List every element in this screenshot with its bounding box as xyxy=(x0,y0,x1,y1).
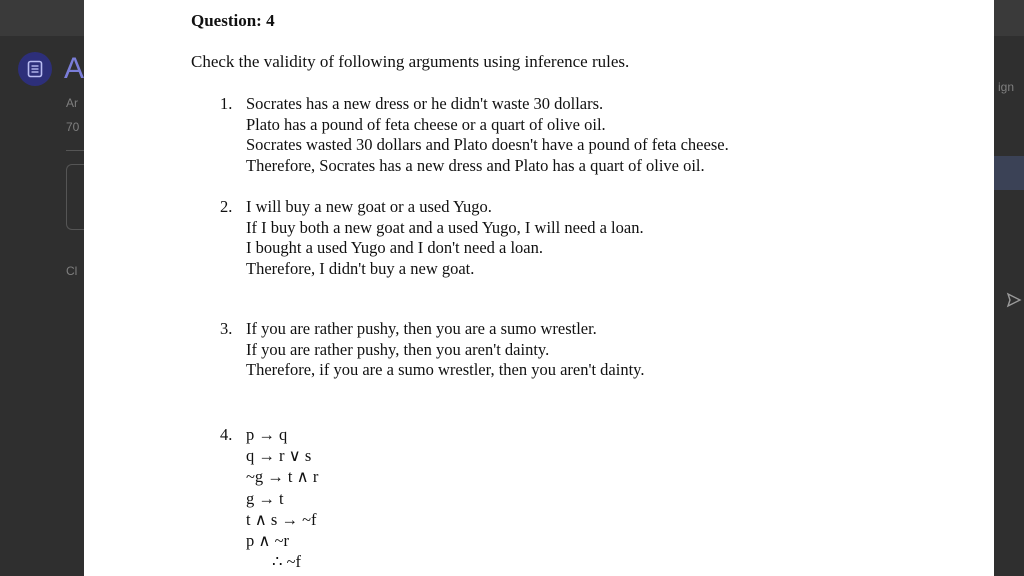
document-page xyxy=(84,0,994,576)
send-icon[interactable] xyxy=(1006,292,1022,313)
background-text: Cl xyxy=(66,264,78,278)
argument-line: Socrates has a new dress or he didn't waste 30 dollars. xyxy=(246,94,604,113)
divider xyxy=(66,150,84,151)
background-highlight xyxy=(994,156,1024,190)
argument-line: I will buy a new goat or a used Yugo. xyxy=(246,197,492,216)
argument-line: Therefore, I didn't buy a new goat. xyxy=(246,259,475,279)
background-card xyxy=(66,164,85,230)
logic-premise: t ∧ s → ~f xyxy=(246,509,317,529)
argument-line: Therefore, Socrates has a new dress and Plato has a quart of olive oil. xyxy=(246,156,705,176)
background-text: Ar xyxy=(66,96,78,110)
argument-number: 2. xyxy=(220,197,233,216)
logic-premise: p → q xyxy=(246,425,288,444)
logic-premise: q → r ∨ s xyxy=(246,446,312,466)
argument-line: Socrates wasted 30 dollars and Plato doesn't have a pound of feta cheese. xyxy=(246,135,729,155)
question-title: Question: 4 xyxy=(191,11,275,30)
document-icon xyxy=(18,52,52,86)
question-instruction: Check the validity of following arguments using inference rules. xyxy=(191,52,630,71)
argument-line: Plato has a pound of feta cheese or a quart of olive oil. xyxy=(246,114,606,134)
background-text: ign xyxy=(998,80,1015,94)
background-letter: A xyxy=(64,52,85,85)
background-left-panel xyxy=(0,0,84,576)
argument-line: I bought a used Yugo and I don't need a loan. xyxy=(246,238,543,258)
argument-line: If you are rather pushy, then you are a sumo wrestler. xyxy=(246,319,597,338)
argument-number: 3. xyxy=(220,319,233,338)
argument-number: 4. xyxy=(220,425,233,444)
logic-conclusion: ∴ ~f xyxy=(272,552,302,572)
argument-number: 1. xyxy=(220,94,233,113)
logic-premise: ~g → t ∧ r xyxy=(246,467,319,487)
argument-line: If you are rather pushy, then you aren't dainty. xyxy=(246,339,550,359)
argument-line: Therefore, if you are a sumo wrestler, then you aren't dainty. xyxy=(246,360,645,380)
argument-line: If I buy both a new goat and a used Yugo, I will need a loan. xyxy=(246,217,644,237)
logic-premise: g → t xyxy=(246,488,284,508)
logic-premise: p ∧ ~r xyxy=(246,531,289,551)
background-text: 70 xyxy=(66,120,80,134)
